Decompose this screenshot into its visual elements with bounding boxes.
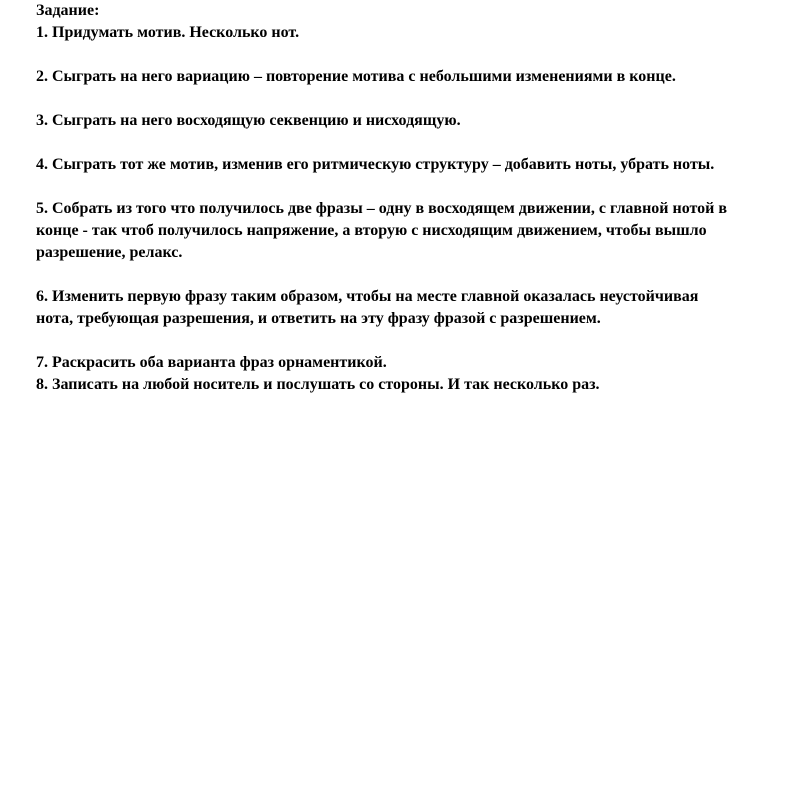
document-title: Задание: (36, 2, 100, 19)
task-item-4: 4. Сыграть тот же мотив, изменив его ритмическую структуру – добавить ноты, убрать ноты. (36, 156, 715, 173)
task-item-2: 2. Сыграть на него вариацию – повторение мотива с небольшими изменениями в конце. (36, 68, 676, 85)
document-body (36, 0, 736, 396)
task-item-5: 5. Собрать из того что получилось две фразы – одну в восходящем движении, с главной нотой в конце - так чтоб получилось напряжение, а вторую с нисходящим движением, чтобы вышло разрешение, релакс. (36, 200, 728, 261)
spacer (36, 176, 736, 198)
spacer (36, 44, 736, 66)
task-item-3: 3. Сыграть на него восходящую секвенцию и нисходящую. (36, 112, 461, 129)
spacer (36, 88, 736, 110)
task-item-1: 1. Придумать мотив. Несколько нот. (36, 24, 300, 41)
spacer (36, 132, 736, 154)
task-item-8: 8. Записать на любой носитель и послушать со стороны. И так несколько раз. (36, 376, 600, 393)
task-item-7: 7. Раскрасить оба варианта фраз орнаментикой. (36, 354, 387, 371)
spacer (36, 264, 736, 286)
task-item-6: 6. Изменить первую фразу таким образом, чтобы на месте главной оказалась неустойчивая нота, требующая разрешения, и ответить на эту фразу фразой с разрешением. (36, 288, 699, 327)
spacer (36, 330, 736, 352)
